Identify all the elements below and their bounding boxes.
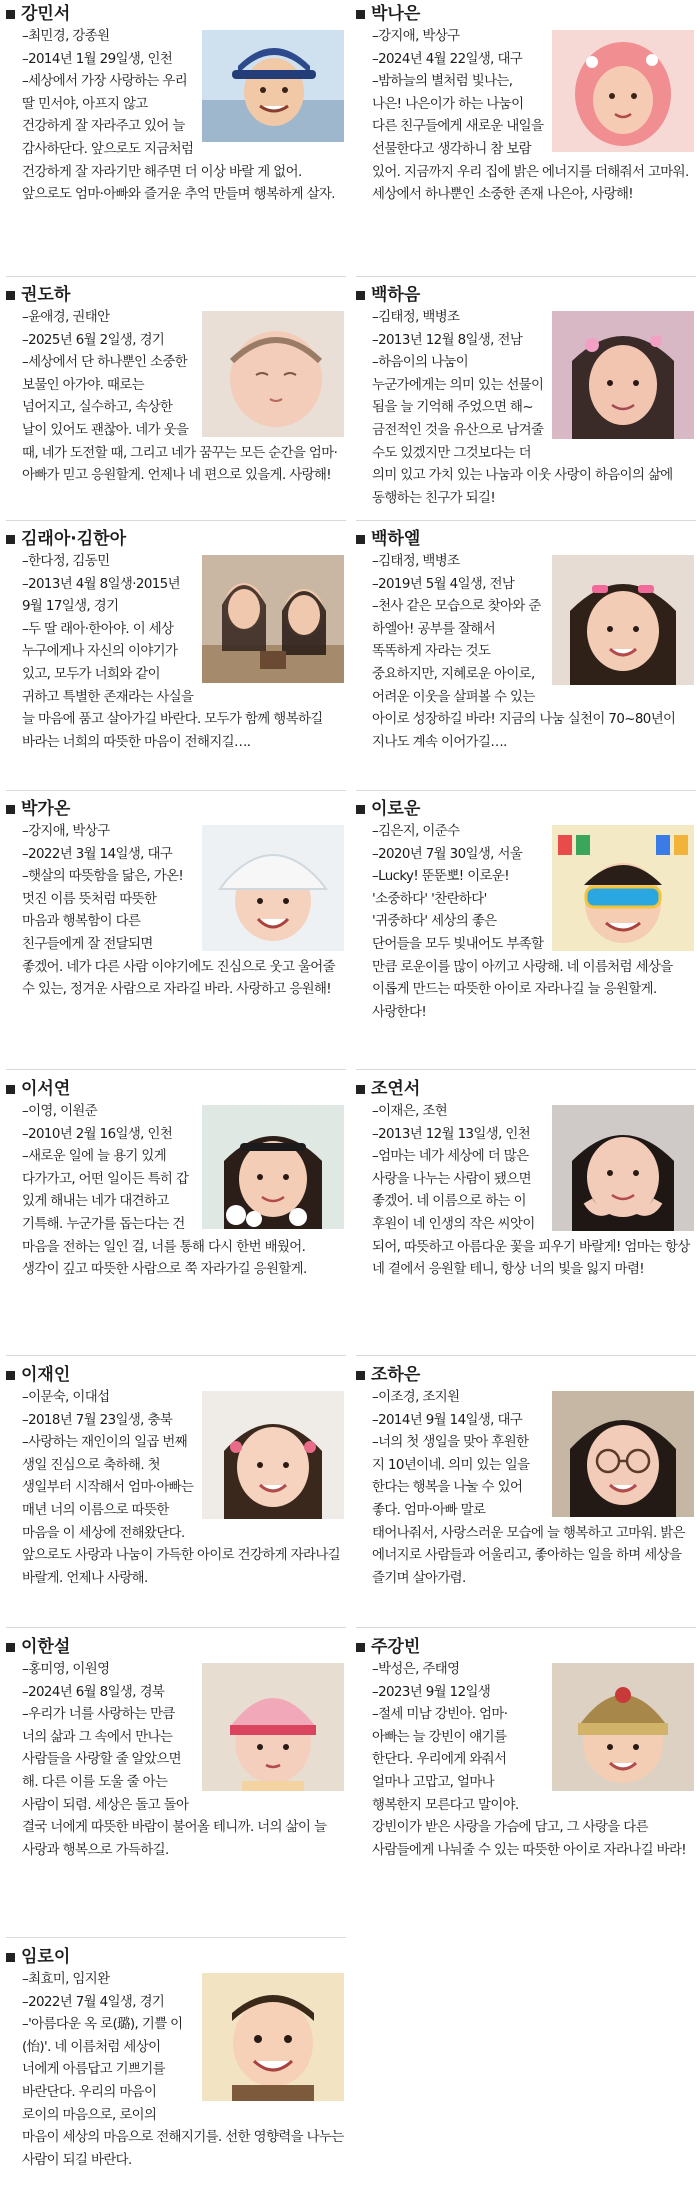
bullet-square-icon [356, 1643, 365, 1652]
section-divider [6, 1355, 346, 1356]
child-name: 박나은 [371, 4, 421, 24]
bullet-square-icon [6, 535, 15, 544]
birth-line: –2022년 7월 4일생, 경기 [22, 1994, 165, 2010]
message-text: –천사 같은 모습으로 찾아와 준 하엘아! 공부를 잘해서 똑똑하게 자라는 것도 중요하지만, 지혜로운 아이로, 어려운 이웃을 살펴볼 수 있는 아이로 성장하길 바라! 지금의 나눔 실천이 70~80년이 지나도 계속 이어가길…. [372, 599, 676, 750]
child-photo [552, 1105, 694, 1231]
profile-entry [6, 1365, 346, 1625]
section-divider [356, 520, 696, 521]
message-text: –두 딸 래아·한아야. 이 세상 누구에게나 자신의 이야기가 있고, 모두가 너희와 같이 귀하고 특별한 존재라는 사실을 늘 마음에 품고 살아가길 바란다. 모두가 함께 행복하길 바라는 너희의 따뜻한 마음이 전해지길…. [22, 621, 323, 750]
parents-line: –김태정, 백병조 [372, 554, 460, 569]
birth-line: –2013년 12월 8일생, 전남 [372, 332, 523, 348]
child-name: 임로이 [21, 1947, 71, 1967]
section-divider [356, 1627, 696, 1628]
birth-line: –2018년 7월 23일생, 충북 [22, 1412, 173, 1428]
child-photo [552, 555, 694, 685]
birth-line: –2013년 12월 13일생, 인천 [372, 1126, 531, 1142]
message-text: –우리가 너를 사랑하는 만큼 너의 삶과 그 속에서 만나는 사람들을 사랑할 줄 알았으면 해. 다른 이를 도울 줄 아는 사람이 되렴. 세상은 돌고 돌아 결국 너에게 따뜻한 바람이 불어올 테니까. 너의 삶이 늘 사랑과 행복으로 가득하길. [22, 1707, 327, 1858]
child-name: 백하음 [371, 285, 421, 305]
child-name: 조하은 [371, 1365, 421, 1385]
parents-line: –김태정, 백병조 [372, 310, 460, 325]
bullet-square-icon [356, 1371, 365, 1380]
message-text: –햇살의 따뜻함을 닮은, 가온! 멋진 이름 뜻처럼 따뜻한 마음과 행복함이 다른 친구들에게 잘 전달되면 좋겠어. 네가 다른 사람 이야기에도 진심으로 웃고 울어줄 수 있는, 정겨운 사람으로 자라길 바라. 사랑하고 응원해! [22, 869, 335, 998]
parents-line: –홍미영, 이원영 [22, 1662, 110, 1677]
birth-line: –2013년 4월 8일생·2015년 9월 17일생, 경기 [22, 576, 180, 615]
birth-line: –2020년 7월 30일생, 서울 [372, 846, 523, 862]
parents-line: –이조경, 조지원 [372, 1390, 460, 1405]
parents-line: –최민경, 강종원 [22, 29, 110, 44]
child-photo [202, 1973, 344, 2101]
profile-entry [6, 1637, 346, 1937]
profile-entry [356, 4, 696, 274]
section-divider [6, 1069, 346, 1070]
parents-line: –박성은, 주태영 [372, 1662, 460, 1677]
parents-line: –윤애경, 권태안 [22, 310, 110, 325]
birth-line: –2019년 5월 4일생, 전남 [372, 576, 515, 592]
child-name: 이재인 [21, 1365, 71, 1385]
message-text: –'아름다운 옥 로(璐), 기쁠 이(怡)'. 네 이름처럼 세상이 너에게 아름답고 기쁘기를 바란단다. 우리의 마음이 로이의 마음으로, 로이의 마음이 세상의 마음으로 전해지기를. 선한 영향력을 나누는 사람이 되길 바란다. [22, 2017, 344, 2168]
child-name: 박가온 [21, 799, 71, 819]
profile-entry [356, 285, 696, 520]
child-photo [202, 1391, 344, 1519]
section-divider [356, 1355, 696, 1356]
child-name: 이한설 [21, 1637, 71, 1657]
message-text: –Lucky! 뚠뚠뽀! 이로운! '소중하다' '찬란하다' '귀중하다' 세상의 좋은 단어들을 모두 빛내어도 부족할 만큼 로운이를 많이 아끼고 사랑해. 네 이름처럼 세상을 이롭게 만드는 따뜻한 아이로 자라나길 늘 응원할게. 사랑한다! [372, 869, 673, 1020]
birth-line: –2014년 9월 14일생, 대구 [372, 1412, 523, 1428]
bullet-square-icon [356, 805, 365, 814]
bullet-square-icon [6, 1643, 15, 1652]
child-name: 주강빈 [371, 1637, 421, 1657]
child-name: 백하엘 [371, 529, 421, 549]
parents-line: –이문숙, 이대섭 [22, 1390, 110, 1405]
birth-line: –2022년 3월 14일생, 대구 [22, 846, 173, 862]
child-photo [552, 30, 694, 152]
profile-entry [6, 529, 346, 789]
profile-entry [356, 1365, 696, 1625]
bullet-square-icon [6, 1953, 15, 1962]
bullet-square-icon [6, 10, 15, 19]
birth-line: –2023년 9월 12일생 [372, 1684, 491, 1700]
message-text: –밤하늘의 별처럼 빛나는, 나은! 나은이가 하는 나눔이 다른 친구들에게 새로운 내일을 선물한다고 생각하니 참 보람 있어. 지금까지 우리 집에 밝은 에너지를 더해줘서 고마워. 세상에서 하나뿐인 소중한 존재 나은아, 사랑해! [372, 74, 689, 203]
birth-line: –2024년 6월 8일생, 경북 [22, 1684, 165, 1700]
bullet-square-icon [356, 10, 365, 19]
profile-entry [6, 799, 346, 1059]
child-photo [202, 311, 344, 437]
birth-line: –2010년 2월 16일생, 인천 [22, 1126, 173, 1142]
child-photo [552, 311, 694, 439]
message-text: –하음이의 나눔이 누군가에게는 의미 있는 선물이 됨을 늘 기억해 주었으면 해~ 금전적인 것을 유산으로 남겨줄 수도 있겠지만 그것보다는 더 의미 있고 가치 있는 나눔과 이웃 사랑이 하음이의 삶에 동행하는 친구가 되길! [372, 355, 673, 506]
child-name: 권도하 [21, 285, 71, 305]
message-text: –사랑하는 재인이의 일곱 번째 생일 진심으로 축하해. 첫 생일부터 시작해서 엄마·아빠는 매년 너의 이름으로 따뜻한 마음을 이 세상에 전해왔단다. 앞으로도 사랑과 나눔이 가득한 아이로 건강하게 자라나길 바랄게. 언제나 사랑해. [22, 1435, 340, 1586]
parents-line: –한다정, 김동민 [22, 554, 110, 569]
section-divider [6, 1627, 346, 1628]
section-divider [6, 276, 346, 277]
child-photo [202, 30, 344, 142]
message-text: –엄마는 네가 세상에 더 많은 사랑을 나누는 사람이 됐으면 좋겠어. 네 이름으로 하는 이 후원이 네 인생의 작은 씨앗이 되어, 따뜻하고 아름다운 꽃을 피우기 바랄게! 엄마는 항상 네 곁에서 응원할 테니, 항상 너의 빛을 잃지 마렴! [372, 1149, 690, 1278]
message-text: –절세 미남 강빈아. 엄마·아빠는 늘 강빈이 얘기를 한단다. 우리에게 와줘서 얼마나 고맙고, 얼마나 행복한지 모른다고 말이야. 강빈이가 받은 사랑을 가슴에 담고, 그 사랑을 다른 사람들에게 나눠줄 수 있는 따뜻한 아이로 자라나길 바라! [372, 1707, 687, 1858]
birth-line: –2014년 1월 29일생, 인천 [22, 51, 173, 67]
parents-line: –강지애, 박상구 [22, 824, 110, 839]
profile-entry [6, 1947, 346, 2207]
message-text: –세상에서 가장 사랑하는 우리 딸 민서야, 아프지 않고 건강하게 잘 자라주고 있어 늘 감사하단다. 앞으로도 지금처럼 건강하게 잘 자라기만 해주면 더 이상 바랄 게 없어. 앞으로도 엄마·아빠와 즐거운 추억 만들며 행복하게 살자. [22, 74, 335, 203]
bullet-square-icon [6, 805, 15, 814]
profile-entry [6, 1079, 346, 1349]
profile-entry [6, 4, 346, 274]
profile-entry [356, 799, 696, 1059]
child-name: 이로운 [371, 799, 421, 819]
parents-line: –이영, 이원준 [22, 1104, 98, 1119]
bullet-square-icon [6, 1085, 15, 1094]
message-text: –세상에서 단 하나뿐인 소중한 보물인 아가야. 때로는 넘어지고, 실수하고, 속상한 날이 있어도 괜찮아. 네가 웃을 때, 네가 도전할 때, 그리고 네가 꿈꾸는 모든 순간을 엄마·아빠가 믿고 응원할게. 언제나 네 편으로 있을게. 사랑해! [22, 355, 338, 484]
birth-line: –2025년 6월 2일생, 경기 [22, 332, 165, 348]
message-text: –너의 첫 생일을 맞아 후원한 지 10년이네. 의미 있는 일을 한다는 행복을 나눌 수 있어 좋다. 엄마·아빠 말로 태어나줘서, 사랑스러운 모습에 늘 행복하고 고마워. 밝은 에너지로 사람들과 어울리고, 좋아하는 일을 하며 세상을 즐기며 살아가렴. [372, 1435, 685, 1586]
section-divider [356, 276, 696, 277]
child-photo [552, 825, 694, 951]
section-divider [356, 1069, 696, 1070]
profile-entry [356, 1637, 696, 1937]
birth-line: –2024년 4월 22일생, 대구 [372, 51, 523, 67]
bullet-square-icon [356, 291, 365, 300]
child-photo [552, 1663, 694, 1791]
profile-entry [356, 1079, 696, 1349]
section-divider [356, 790, 696, 791]
profile-entry [356, 529, 696, 789]
bullet-square-icon [6, 291, 15, 300]
parents-line: –강지애, 박상구 [372, 29, 460, 44]
bullet-square-icon [6, 1371, 15, 1380]
bullet-square-icon [356, 1085, 365, 1094]
child-photo [202, 1663, 344, 1791]
child-photo [202, 1105, 344, 1229]
parents-line: –최효미, 임지완 [22, 1972, 110, 1987]
section-divider [6, 790, 346, 791]
parents-line: –이재은, 조현 [372, 1104, 448, 1119]
profile-entry [6, 285, 346, 520]
child-photo [552, 1391, 694, 1517]
section-divider [6, 1937, 346, 1938]
child-name: 이서연 [21, 1079, 71, 1099]
child-photo [202, 555, 344, 683]
child-photo [202, 825, 344, 951]
child-name: 조연서 [371, 1079, 421, 1099]
child-name: 강민서 [21, 4, 71, 24]
bullet-square-icon [356, 535, 365, 544]
message-text: –새로운 일에 늘 용기 있게 다가가고, 어떤 일이든 특히 갑 있게 해내는 네가 대견하고 기특해. 누군가를 돕는다는 건 마음을 전하는 일인 걸, 너를 통해 다시 한번 배웠어. 생각이 깊고 따뜻한 사람으로 쭉 자라가길 응원할게. [22, 1149, 307, 1278]
section-divider [6, 520, 346, 521]
parents-line: –김은지, 이준수 [372, 824, 460, 839]
child-name: 김래아·김한아 [21, 529, 126, 549]
